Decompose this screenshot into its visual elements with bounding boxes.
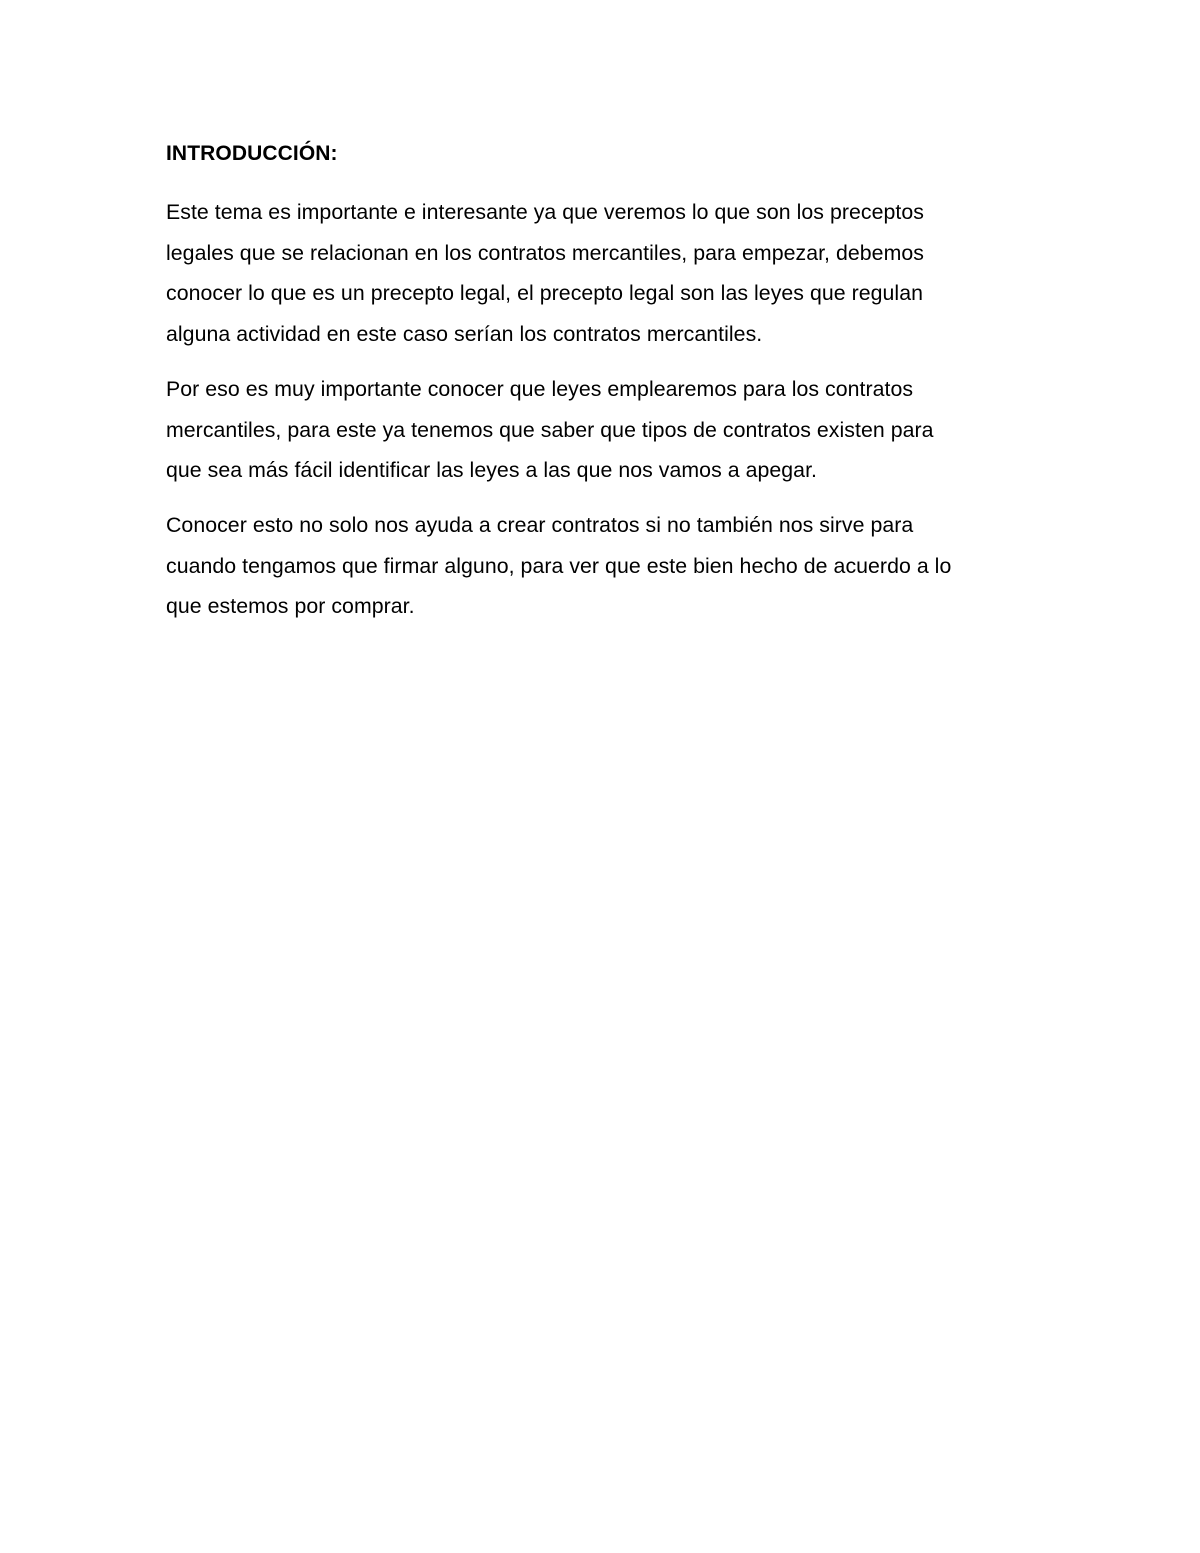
document-body xyxy=(166,138,1046,641)
paragraph-line: Este tema es importante e interesante ya que veremos lo que son los preceptos xyxy=(166,200,924,224)
paragraph-line: alguna actividad en este caso serían los contratos mercantiles. xyxy=(166,322,763,347)
paragraph-line: que sea más fácil identificar las leyes a las que nos vamos a apegar. xyxy=(166,458,817,483)
paragraph-line: Por eso es muy importante conocer que leyes emplearemos para los contratos xyxy=(166,376,914,401)
paragraph-3 xyxy=(166,505,1046,627)
paragraph-line: legales que se relacionan en los contratos mercantiles, para empezar, debemos xyxy=(166,240,924,265)
paragraph-line: cuando tengamos que firmar alguno, para ver que este bien hecho de acuerdo a lo xyxy=(166,553,952,578)
paragraph-line: que estemos por comprar. xyxy=(166,594,415,619)
paragraph-1 xyxy=(166,192,1046,355)
paragraph-line: mercantiles, para este ya tenemos que saber que tipos de contratos existen para xyxy=(166,417,934,442)
paragraph-line: conocer lo que es un precepto legal, el precepto legal son las leyes que regulan xyxy=(166,281,923,306)
paragraph-2 xyxy=(166,369,1046,491)
document-heading: INTRODUCCIÓN: xyxy=(166,142,338,165)
paragraph-line: Conocer esto no solo nos ayuda a crear contratos si no también nos sirve para xyxy=(166,512,914,537)
